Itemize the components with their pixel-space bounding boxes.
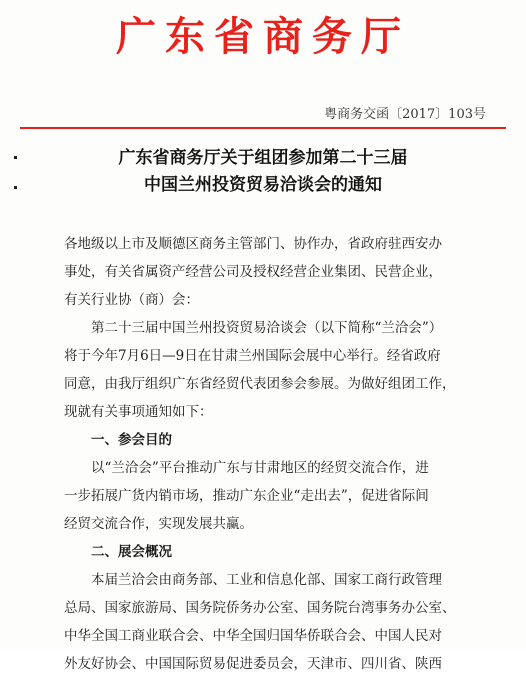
letterhead-title: 广东省商务厅	[116, 13, 410, 60]
body-line: 一步拓展广货内销市场，推动广东企业“走出去”，促进省际间	[64, 488, 429, 504]
notice-title	[0, 145, 526, 199]
body-line: 第二十三届中国兰州投资贸易洽谈会（以下简称“兰洽会”）	[91, 320, 443, 336]
body-line: 有关行业协（商）会：	[64, 292, 199, 308]
title-line-1: 广东省商务厅关于组团参加第二十三届	[118, 148, 408, 168]
notice-body	[64, 230, 474, 678]
body-line: 外友好协会、中国国际贸易促进委员会，天津市、四川省、陕西	[64, 656, 442, 672]
body-line: 本届兰洽会由商务部、工业和信息化部、国家工商行政管理	[91, 572, 442, 588]
body-line: 同意，由我厅组织广东省经贸代表团参会参展。为做好组团工作，	[64, 376, 456, 392]
section-heading-overview: 二、展会概况	[91, 544, 172, 560]
body-line: 事处，有关省属资产经营公司及授权经营企业集团、民营企业，	[64, 264, 442, 280]
body-line: 总局、国家旅游局、国务院侨务办公室、国务院台湾事务办公室、	[64, 600, 456, 616]
body-line: 以“兰洽会”平台推动广东与甘肃地区的经贸交流合作，进	[91, 460, 429, 476]
body-line: 各地级以上市及顺德区商务主管部门、协作办，省政府驻西安办	[64, 236, 442, 252]
body-line: 中华全国工商业联合会、中华全国归国华侨联合会、中国人民对	[64, 628, 442, 644]
red-divider-line	[20, 127, 506, 129]
title-line-2: 中国兰州投资贸易洽谈会的通知	[144, 175, 382, 195]
document-number: 粤商务交函〔2017〕103号	[324, 107, 486, 122]
body-line: 现就有关事项通知如下：	[64, 404, 213, 420]
section-heading-purpose: 一、参会目的	[91, 432, 172, 448]
body-line: 将于今年7月6日—9日在甘肃兰州国际会展中心举行。经省政府	[64, 348, 441, 364]
body-line: 经贸交流合作，实现发展共赢。	[64, 516, 253, 532]
